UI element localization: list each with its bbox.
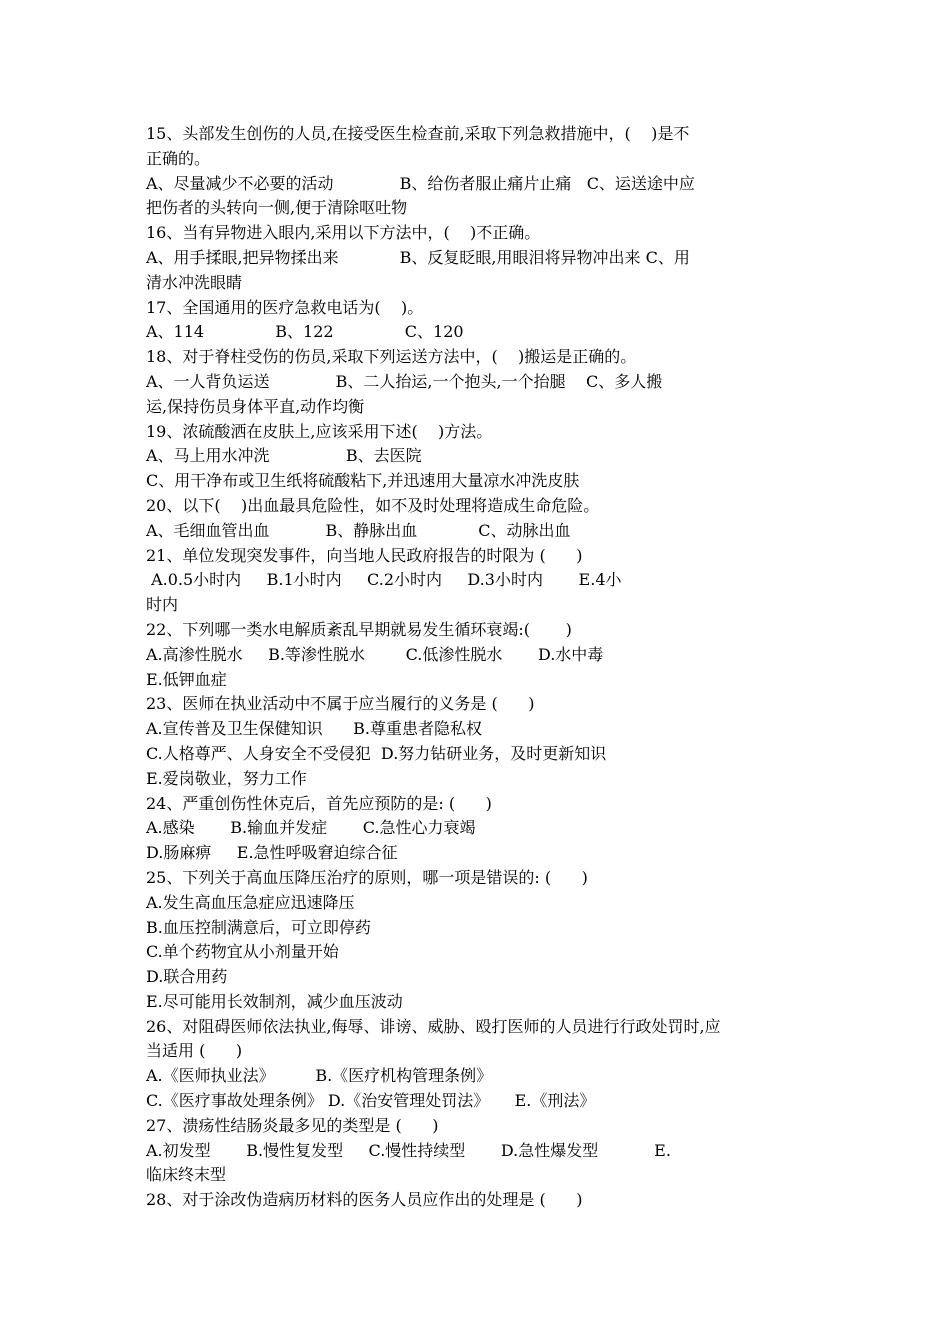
text-line: 24、严重创伤性休克后，首先应预防的是: ( ) [146,793,492,813]
text-line: 时内 [146,595,179,615]
text-line: 28、对于涂改伪造病历材料的医务人员应作出的处理是 ( ) [146,1190,583,1210]
text-line: 18、对于脊柱受伤的伤员,采取下列运送方法中，( )搬运是正确的。 [146,347,637,367]
text-line: C、用干净布或卫生纸将硫酸粘下,并迅速用大量凉水冲洗皮肤 [146,471,580,491]
text-line: D.肠麻痹 E.急性呼吸窘迫综合征 [146,843,398,863]
text-line: 23、医师在执业活动中不属于应当履行的义务是 ( ) [146,694,535,714]
text-line: A.0.5小时内 B.1小时内 C.2小时内 D.3小时内 E.4小 [146,570,622,590]
text-line: A、毛细血管出血 B、静脉出血 C、动脉出血 [146,520,571,540]
text-line: 26、对阻碍医师依法执业,侮辱、诽谤、威胁、殴打医师的人员进行行政处罚时,应 [146,1016,721,1036]
text-line: A、一人背负运送 B、二人抬运,一个抱头,一个抬腿 C、多人搬 [146,371,663,391]
text-line: 运,保持伤员身体平直,动作均衡 [146,396,365,416]
text-line: A.发生高血压急症应迅速降压 [146,892,355,912]
text-line: 临床终末型 [146,1165,227,1185]
text-line: D.联合用药 [146,967,228,987]
text-line: A.感染 B.输血并发症 C.急性心力衰竭 [146,818,476,838]
text-line: C.人格尊严、人身安全不受侵犯 D.努力钻研业务，及时更新知识 [146,743,607,763]
text-line: 22、下列哪一类水电解质紊乱早期就易发生循环衰竭:( ) [146,619,572,639]
text-line: E.爱岗敬业，努力工作 [146,768,307,788]
text-line: 正确的。 [146,148,211,168]
text-line: C.单个药物宜从小剂量开始 [146,942,339,962]
text-line: A、马上用水冲洗 B、去医院 [146,446,422,466]
text-line: A、用手揉眼,把异物揉出来 B、反复眨眼,用眼泪将异物冲出来 C、用 [146,247,690,267]
text-line: A.宣传普及卫生保健知识 B.尊重患者隐私权 [146,719,483,739]
text-line: A.《医师执业法》 B.《医疗机构管理条例》 [146,1066,493,1086]
text-line: 17、全国通用的医疗急救电话为( )。 [146,297,424,317]
text-line: 21、单位发现突发事件，向当地人民政府报告的时限为 ( ) [146,545,583,565]
text-line: 当适用 ( ) [146,1041,243,1061]
text-line: 20、以下( )出血最具危险性，如不及时处理将造成生命危险。 [146,495,600,515]
text-line: 清水冲洗眼睛 [146,272,243,292]
text-line: 19、浓硫酸洒在皮肤上,应该采用下述( )方法。 [146,421,493,441]
text-line: 27、溃疡性结肠炎最多见的类型是 ( ) [146,1115,439,1135]
text-line: C.《医疗事故处理条例》 D.《治安管理处罚法》 E.《刑法》 [146,1091,596,1111]
exam-questions [146,122,808,1213]
text-line: 25、下列关于高血压降压治疗的原则，哪一项是错误的: ( ) [146,867,588,887]
text-line: E.尽可能用长效制剂，减少血压波动 [146,991,403,1011]
text-line: 15、头部发生创伤的人员,在接受医生检查前,采取下列急救措施中，( )是不 [146,124,690,143]
text-line: A.初发型 B.慢性复发型 C.慢性持续型 D.急性爆发型 E. [146,1140,671,1160]
text-line: B.血压控制满意后，可立即停药 [146,917,371,937]
text-line: A、尽量减少不必要的活动 B、给伤者服止痛片止痛 C、运送途中应 [146,173,695,193]
text-line: A.高渗性脱水 B.等渗性脱水 C.低渗性脱水 D.水中毒 [146,644,604,664]
text-line: 把伤者的头转向一侧,便于清除呕吐物 [146,198,408,218]
text-line: E.低钾血症 [146,669,227,689]
text-line: 16、当有异物进入眼内,采用以下方法中，( )不正确。 [146,223,541,243]
text-line: A、114 B、122 C、120 [146,322,464,342]
